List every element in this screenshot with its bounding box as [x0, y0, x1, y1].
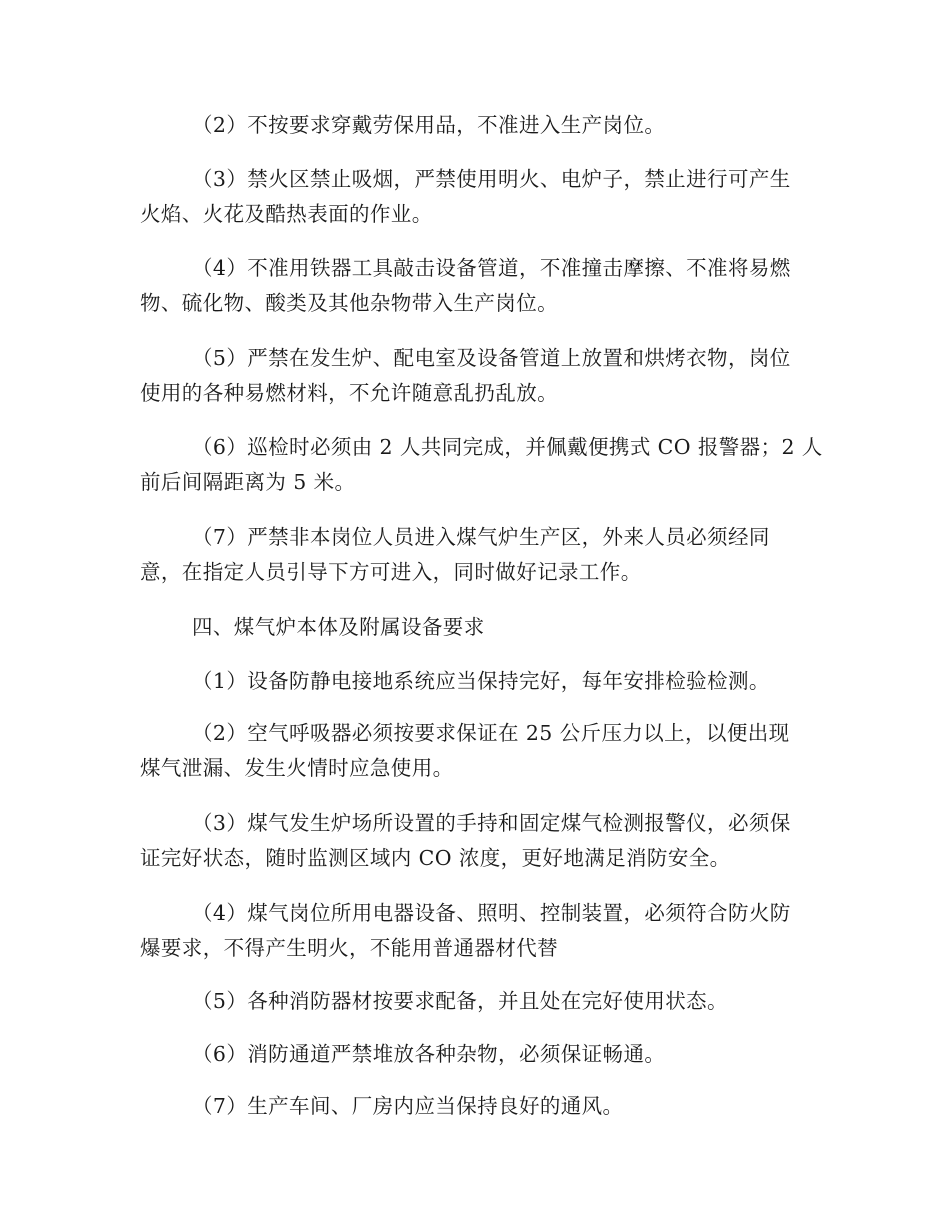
text-line: （3）禁火区禁止吸烟，严禁使用明火、电炉子，禁止进行可产生 [192, 167, 791, 191]
text-line: （6）巡检时必须由 2 人共同完成，并佩戴便携式 CO 报警器；2 人 [192, 435, 823, 459]
text-line: 前后间隔距离为 5 米。 [140, 470, 356, 494]
text-line: （5）各种消防器材按要求配备，并且处在完好使用状态。 [192, 989, 728, 1013]
text-line: 四、煤气炉本体及附属设备要求 [192, 615, 485, 639]
paragraph-iron-tools [140, 251, 812, 321]
text-line: 火焰、火花及酷热表面的作业。 [140, 202, 433, 226]
paragraph-ppe [140, 108, 812, 143]
text-line: （4）不准用铁器工具敲击设备管道，不准撞击摩擦、不准将易燃 [192, 256, 791, 280]
paragraph-explosion-proof [140, 896, 812, 966]
text-line: （7）严禁非本岗位人员进入煤气炉生产区，外来人员必须经同 [192, 525, 770, 549]
paragraph-fire-passage [140, 1037, 812, 1072]
text-line: 使用的各种易燃材料，不允许随意乱扔乱放。 [140, 381, 558, 405]
paragraph-ventilation [140, 1089, 812, 1124]
text-line: （1）设备防静电接地系统应当保持完好，每年安排检验检测。 [192, 669, 770, 693]
text-line: 证完好状态，随时监测区域内 CO 浓度，更好地满足消防安全。 [140, 846, 731, 870]
text-line: 煤气泄漏、发生火情时应急使用。 [140, 756, 454, 780]
paragraph-drying [140, 341, 812, 411]
text-line: （2）空气呼吸器必须按要求保证在 25 公斤压力以上，以便出现 [192, 721, 790, 745]
paragraph-gas-detector [140, 806, 812, 876]
paragraph-fire-equipment [140, 984, 812, 1019]
section-heading [140, 610, 812, 645]
paragraph-fire-zone [140, 162, 812, 232]
text-line: （6）消防通道严禁堆放各种杂物，必须保证畅通。 [192, 1042, 666, 1066]
text-line: 物、硫化物、酸类及其他杂物带入生产岗位。 [140, 291, 558, 315]
text-line: （2）不按要求穿戴劳保用品，不准进入生产岗位。 [192, 113, 666, 137]
paragraph-access [140, 520, 812, 590]
paragraph-grounding [140, 664, 812, 699]
text-line: （4）煤气岗位所用电器设备、照明、控制装置，必须符合防火防 [192, 901, 791, 925]
text-line: （3）煤气发生炉场所设置的手持和固定煤气检测报警仪，必须保 [192, 811, 791, 835]
paragraph-breathing-apparatus [140, 716, 812, 786]
text-line: （7）生产车间、厂房内应当保持良好的通风。 [192, 1094, 624, 1118]
paragraph-patrol [140, 430, 823, 500]
text-line: （5）严禁在发生炉、配电室及设备管道上放置和烘烤衣物，岗位 [192, 346, 791, 370]
text-line: 意，在指定人员引导下方可进入，同时做好记录工作。 [140, 560, 642, 584]
text-line: 爆要求，不得产生明火，不能用普通器材代替 [140, 936, 558, 960]
